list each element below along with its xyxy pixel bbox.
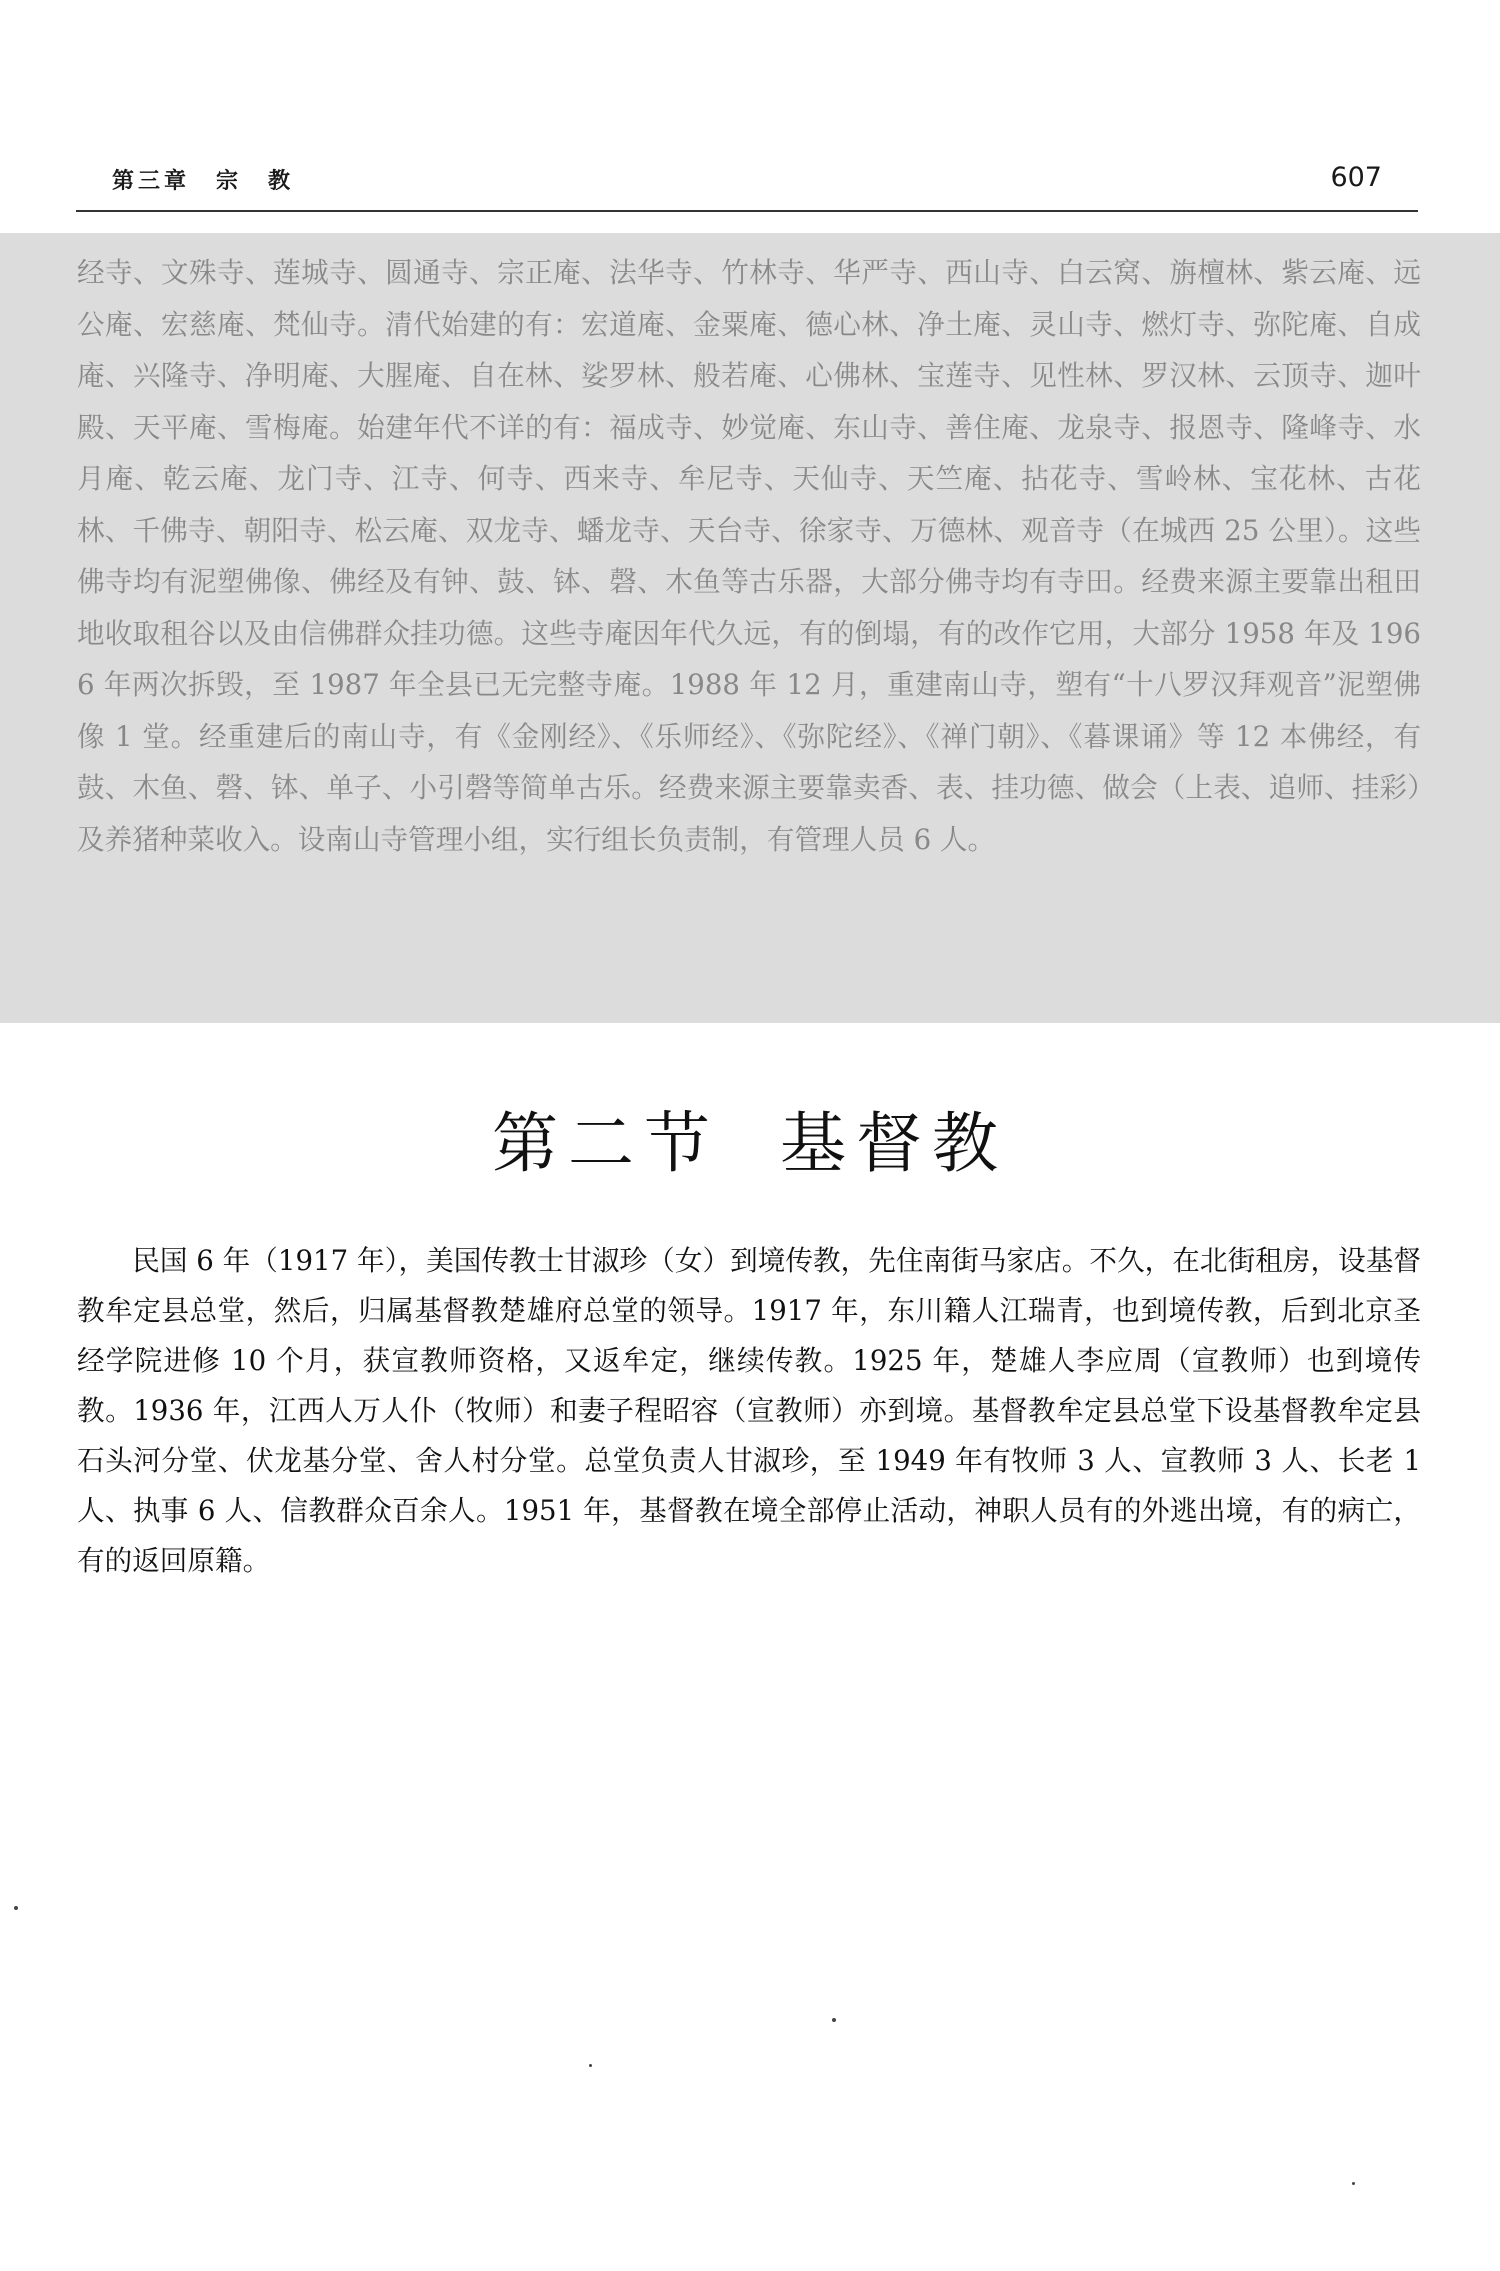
- scan-speck: [14, 1906, 18, 1910]
- scan-speck: [1352, 2182, 1355, 2185]
- chapter-title: 第三章 宗 教: [112, 169, 295, 194]
- section-heading: [0, 1090, 1500, 1185]
- section-title: 基督教: [780, 1105, 1008, 1182]
- header-rule: [76, 210, 1418, 212]
- scan-speck: [832, 2018, 836, 2022]
- scan-speck: [589, 2064, 592, 2067]
- section-number: 第二节: [492, 1105, 720, 1182]
- highlighted-passage: [0, 233, 1500, 1023]
- body-paragraph: 民国 6 年（1917 年），美国传教士甘淑珍（女）到境传教，先住南街马家店。不久，在北街租房，设基督教牟定县总堂，然后，归属基督教楚雄府总堂的领导。1917 年，东川籍人江瑞青，也到境传教，后到北京圣经学院进修 10 个月，获宣教师资格，又返牟定，继续传教。1925 年，楚雄人李应周（宣教师）也到境传教。1936 年，江西人万人仆（牧师）和妻子程昭容（宣教师）亦到境。基督教牟定县总堂下设基督教牟定县石头河分堂、伏龙基分堂、舍人村分堂。总堂负责人甘淑珍，至 1949 年有牧师 3 人、宣教师 3 人、长老 1 人、执事 6 人、信教群众百余人。1951 年，基督教在境全部停止活动，神职人员有的外逃出境，有的病亡，有的返回原籍。: [77, 1244, 1421, 1577]
- running-header: [76, 158, 1418, 206]
- continued-paragraph: 经寺、文殊寺、莲城寺、圆通寺、宗正庵、法华寺、竹林寺、华严寺、西山寺、白云窝、旃檀林、紫云庵、远公庵、宏慈庵、梵仙寺。清代始建的有：宏道庵、金粟庵、德心林、净土庵、灵山寺、燃灯寺、弥陀庵、自成庵、兴隆寺、净明庵、大腥庵、自在林、娑罗林、般若庵、心佛林、宝莲寺、见性林、罗汉林、云顶寺、迦叶殿、天平庵、雪梅庵。始建年代不详的有：福成寺、妙觉庵、东山寺、善住庵、龙泉寺、报恩寺、隆峰寺、水月庵、乾云庵、龙门寺、江寺、何寺、西来寺、牟尼寺、天仙寺、天竺庵、拈花寺、雪岭林、宝花林、古花林、千佛寺、朝阳寺、松云庵、双龙寺、蟠龙寺、天台寺、徐家寺、万德林、观音寺（在城西 25 公里）。这些佛寺均有泥塑佛像、佛经及有钟、鼓、钵、磬、木鱼等古乐器，大部分佛寺均有寺田。经费来源主要靠出租田地收取租谷以及由信佛群众挂功德。这些寺庵因年代久远，有的倒塌，有的改作它用，大部分 1958 年及 1966 年两次拆毁，至 1987 年全县已无完整寺庵。1988 年 12 月，重建南山寺，塑有“十八罗汉拜观音”泥塑佛像 1 堂。经重建后的南山寺，有《金刚经》、《乐师经》、《弥陀经》、《禅门朝》、《暮课诵》等 12 本佛经，有鼓、木鱼、磬、钵、单子、小引磬等简单古乐。经费来源主要靠卖香、表、挂功德、做会（上表、追师、挂彩）及养猪种菜收入。设南山寺管理小组，实行组长负责制，有管理人员 6 人。: [77, 256, 1421, 856]
- page-number: 607: [1330, 162, 1382, 193]
